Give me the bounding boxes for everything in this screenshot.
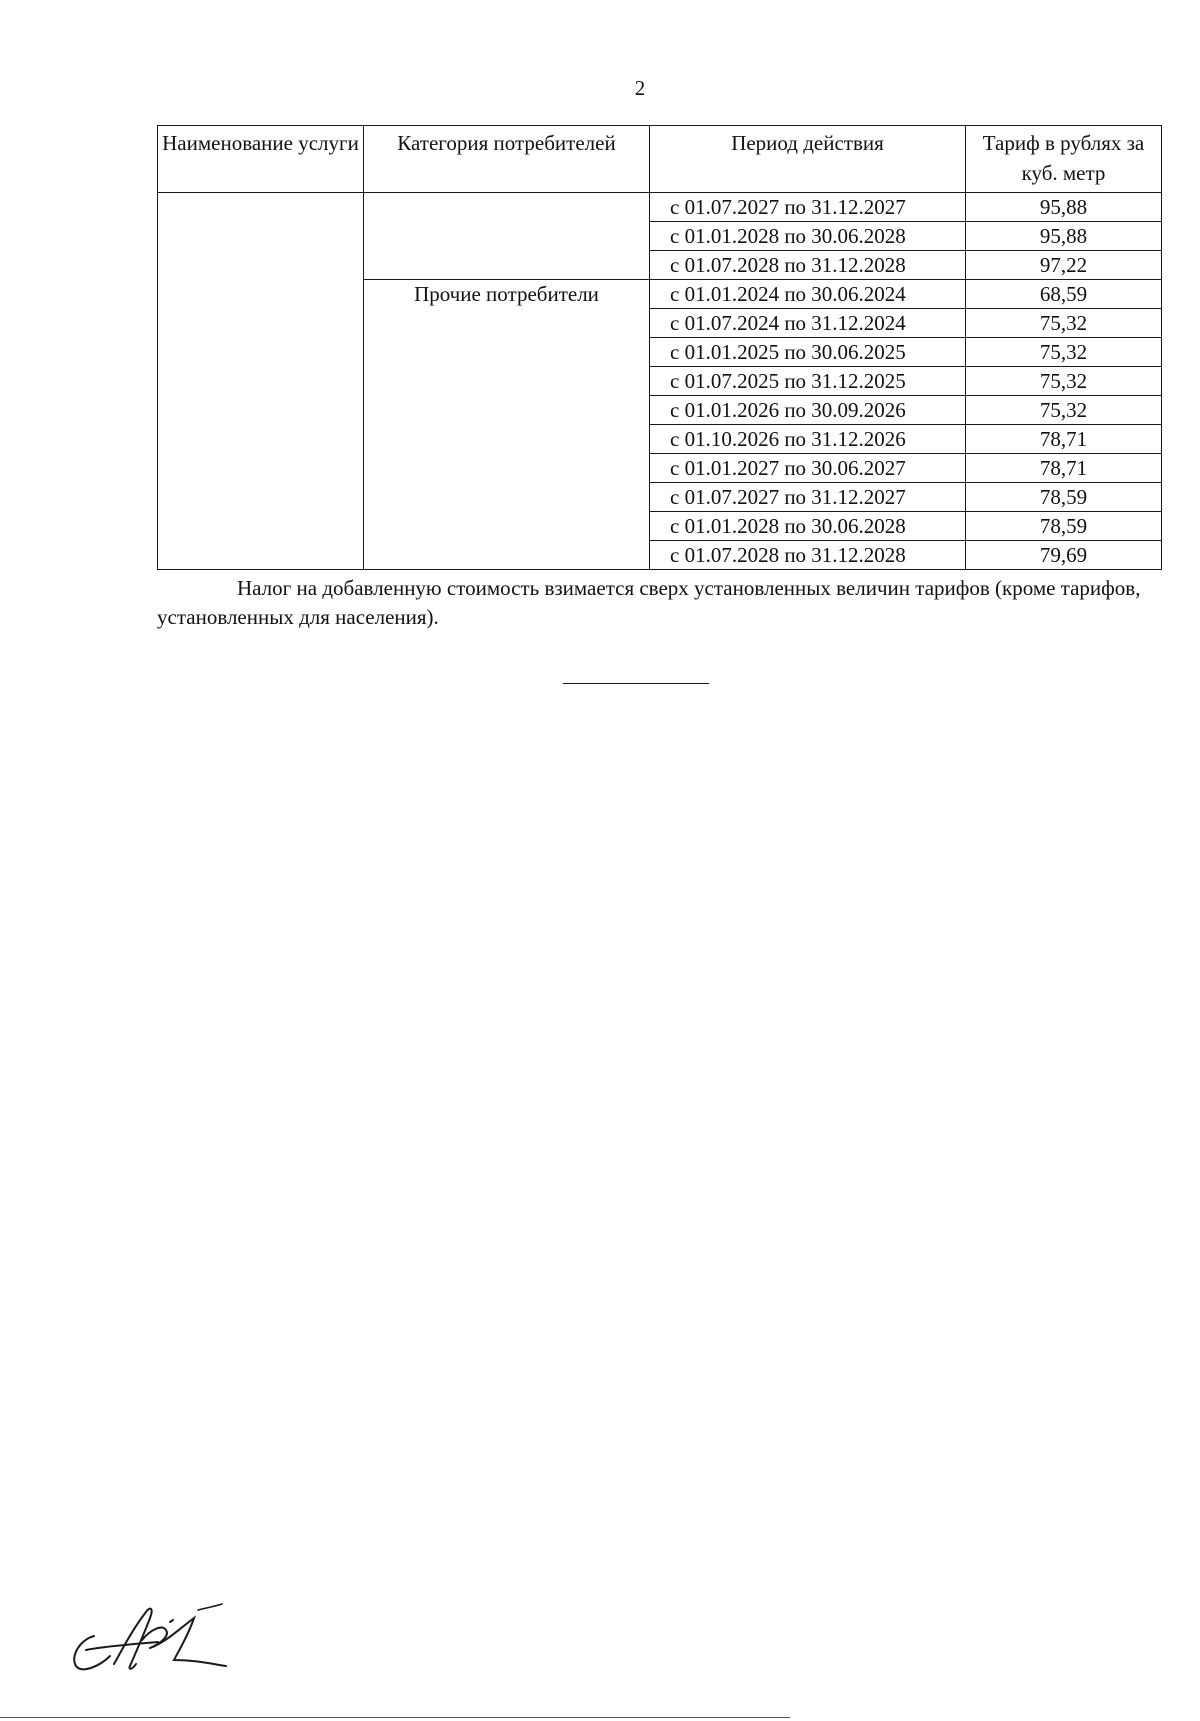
table-row [158, 193, 1162, 222]
tariff-cell: 75,32 [966, 338, 1162, 367]
period-cell: с 01.01.2028 по 30.06.2028 [650, 512, 966, 541]
end-of-document-rule [563, 683, 709, 684]
tariff-table [157, 125, 1162, 570]
header-service: Наименование услуги [158, 126, 364, 193]
tariff-cell: 97,22 [966, 251, 1162, 280]
period-cell: с 01.01.2026 по 30.09.2026 [650, 396, 966, 425]
period-cell: с 01.07.2028 по 31.12.2028 [650, 251, 966, 280]
period-cell: с 01.10.2026 по 31.12.2026 [650, 425, 966, 454]
header-category: Категория потребителей [364, 126, 650, 193]
tariff-cell: 95,88 [966, 193, 1162, 222]
tariff-cell: 95,88 [966, 222, 1162, 251]
tariff-cell: 78,71 [966, 425, 1162, 454]
bottom-rule [0, 1717, 790, 1718]
period-cell: с 01.01.2025 по 30.06.2025 [650, 338, 966, 367]
period-cell: с 01.01.2027 по 30.06.2027 [650, 454, 966, 483]
period-cell: с 01.01.2024 по 30.06.2024 [650, 280, 966, 309]
period-cell: с 01.07.2024 по 31.12.2024 [650, 309, 966, 338]
header-period: Период действия [650, 126, 966, 193]
tariff-cell: 75,32 [966, 367, 1162, 396]
category-cell-continued [364, 193, 650, 280]
category-cell-other: Прочие потребители [364, 280, 650, 570]
signature [66, 1600, 236, 1685]
tariff-cell: 78,59 [966, 483, 1162, 512]
page-number: 2 [634, 76, 646, 100]
header-tariff: Тариф в рублях за куб. метр [966, 126, 1162, 193]
service-cell [158, 193, 364, 570]
table-header-row [158, 126, 1162, 193]
period-cell: с 01.07.2027 по 31.12.2027 [650, 193, 966, 222]
tariff-cell: 79,69 [966, 541, 1162, 570]
period-cell: с 01.07.2025 по 31.12.2025 [650, 367, 966, 396]
period-cell: с 01.07.2027 по 31.12.2027 [650, 483, 966, 512]
tariff-cell: 78,59 [966, 512, 1162, 541]
tariff-cell: 68,59 [966, 280, 1162, 309]
vat-note: Налог на добавленную стоимость взимается сверх установленных величин тарифов (кроме тарифов, установленных для населения). [157, 576, 1141, 629]
tariff-cell: 75,32 [966, 396, 1162, 425]
period-cell: с 01.01.2028 по 30.06.2028 [650, 222, 966, 251]
period-cell: с 01.07.2028 по 31.12.2028 [650, 541, 966, 570]
tariff-cell: 75,32 [966, 309, 1162, 338]
tariff-cell: 78,71 [966, 454, 1162, 483]
